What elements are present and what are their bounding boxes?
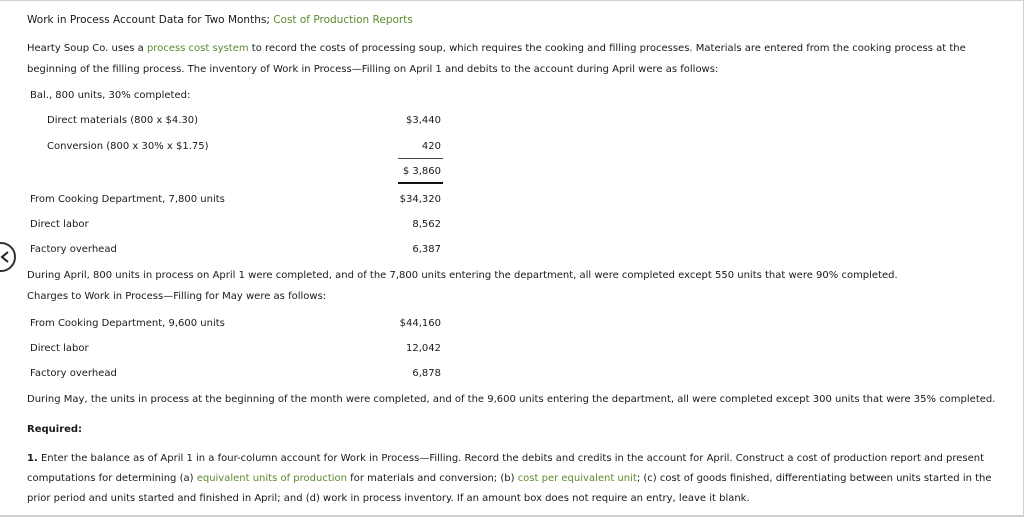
equivalent-units-link[interactable]: equivalent units of production [196, 473, 347, 484]
may-row-value: 6,878 [412, 368, 441, 379]
direct-materials-label: Direct materials (800 x $4.30) [47, 115, 199, 126]
required-line-1 [27, 454, 984, 464]
balance-label: Bal., 800 units, 30% completed: [30, 90, 191, 101]
may-row-label: Direct labor [30, 343, 89, 354]
balance-subtotal: $ 3,860 [402, 166, 441, 177]
direct-materials-value: $3,440 [406, 115, 441, 126]
may-row-label: From Cooking Department, 9,600 units [30, 318, 225, 329]
title-text: Work in Process Account Data for Two Months; [27, 14, 274, 26]
required-number: 1. [27, 453, 38, 464]
required-text-2c: ; (c) cost of goods finished, differentiating between units started in the [636, 473, 992, 484]
may-row-value: $44,160 [399, 318, 441, 329]
required-line-2 [27, 474, 992, 484]
april-row-value: 6,387 [412, 244, 441, 255]
intro-line-1 [27, 44, 966, 54]
required-line-3: prior period and units started and finished in April; and (d) work in process inventory. If an amount box does not require an entry, leave it blank. [27, 493, 750, 504]
april-row-label: Direct labor [30, 219, 89, 230]
may-note: During May, the units in process at the beginning of the month were completed, and of the 9,600 units entering the department, all were completed except 300 units that were 35% completed. [27, 394, 996, 405]
intro-text-b: to record the costs of processing soup, which requires the cooking and filling processes. Materials are entered from the cooking process at the [248, 43, 966, 54]
required-text-2a: computations for determining (a) [27, 473, 197, 484]
cost-per-equivalent-unit-link[interactable]: cost per equivalent unit [517, 473, 637, 484]
required-text-1: Enter the balance as of April 1 in a four-column account for Work in Process—Filling. Record the debits and credits in the account for April. Construct a cost of production report and present [37, 453, 985, 464]
may-charges-intro: Charges to Work in Process—Filling for May were as follows: [27, 291, 327, 302]
may-row-value: 12,042 [406, 343, 441, 354]
chevron-left-icon [0, 251, 10, 263]
required-text-2b: for materials and conversion; (b) [347, 473, 518, 484]
intro-line-2: beginning of the filling process. The inventory of Work in Process—Filling on April 1 and debits to the account during April were as follows: [27, 64, 719, 75]
process-cost-system-link[interactable]: process cost system [146, 43, 249, 54]
intro-text-a: Hearty Soup Co. uses a [27, 43, 147, 54]
may-row-label: Factory overhead [30, 368, 117, 379]
april-row-value: 8,562 [412, 219, 441, 230]
april-row-label: From Cooking Department, 7,800 units [30, 194, 225, 205]
subtotal-double-rule [398, 182, 443, 184]
conversion-label: Conversion (800 x 30% x $1.75) [47, 141, 209, 152]
april-note: During April, 800 units in process on April 1 were completed, and of the 7,800 units entering the department, all were completed except 550 units that were 90% completed. [27, 270, 898, 281]
april-row-label: Factory overhead [30, 244, 117, 255]
page-title [27, 15, 413, 26]
conversion-value: 420 [421, 141, 441, 152]
april-row-value: $34,320 [399, 194, 441, 205]
subtotal-rule [398, 158, 443, 159]
required-heading: Required: [27, 424, 83, 435]
back-button[interactable] [0, 242, 16, 272]
cost-of-production-reports-link[interactable]: Cost of Production Reports [273, 14, 413, 26]
